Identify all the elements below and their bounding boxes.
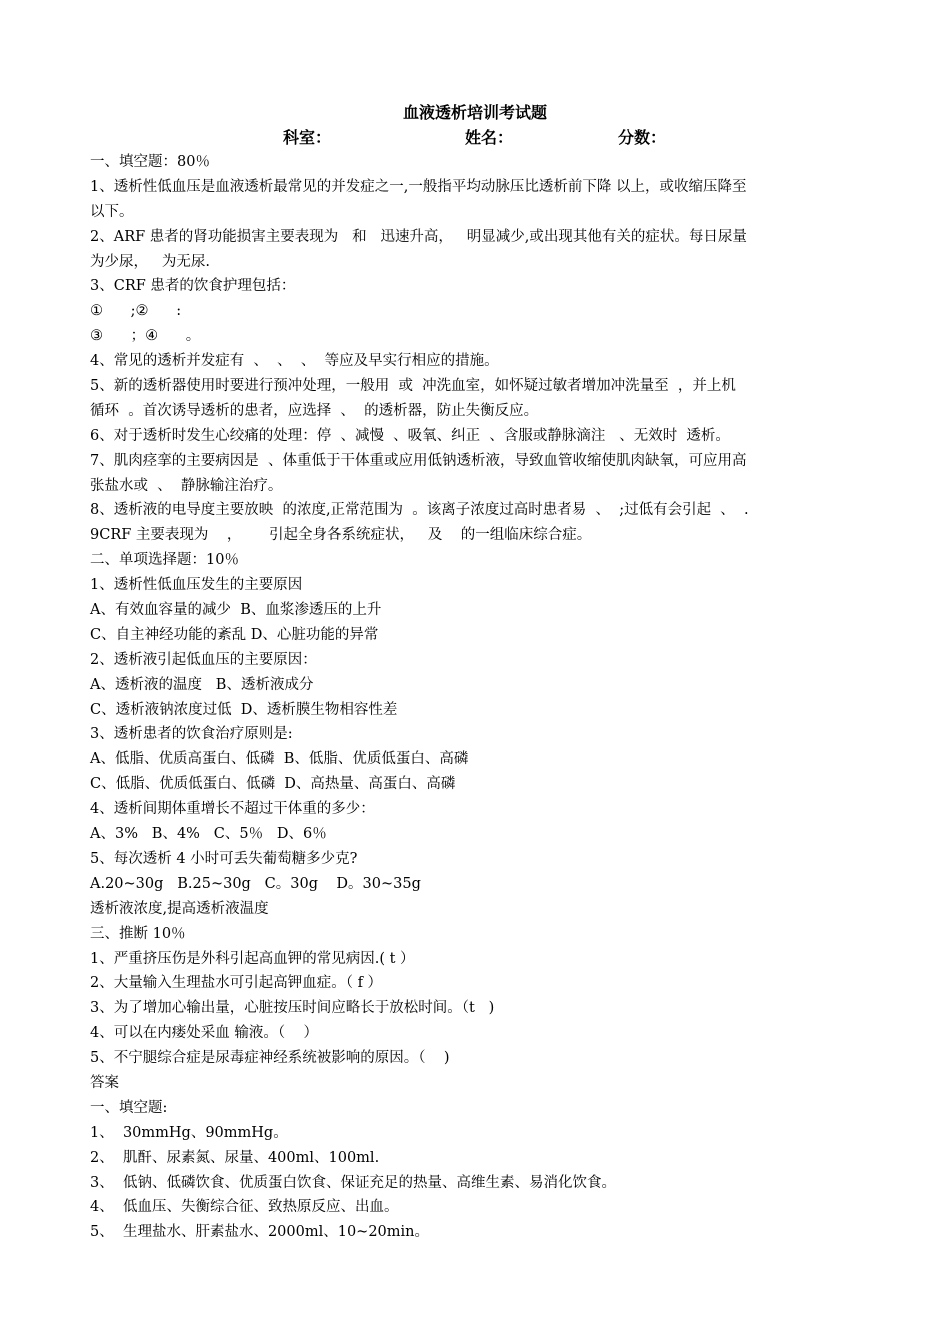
text-line: 透析液浓度,提高透析液温度 (90, 900, 269, 917)
text-line: 循环 。首次诱导透析的患者，应选择 、 的透析器，防止失衡反应。 (90, 402, 539, 419)
text-line: 答案 (90, 1074, 119, 1091)
text-line: 1、透析性低血压是血液透析最常见的并发症之一,一般指平均动脉压比透析前下降 以上，或收缩压降至 (90, 178, 747, 195)
text-line: 3、 低钠、低磷饮食、优质蛋白饮食、保证充足的热量、高维生素、易消化饮食。 (90, 1174, 616, 1191)
text-line: C、自主神经功能的紊乱 D、心脏功能的异常 (90, 626, 379, 643)
text-line: A.20~30g B.25~30g C。30g D。30~35g (90, 875, 421, 892)
text-line: A、3% B、4% C、5％ D、6％ (90, 826, 327, 843)
text-line: 3、为了增加心输出量，心脏按压时间应略长于放松时间。（t ) (90, 1000, 495, 1017)
header-fields (0, 126, 950, 150)
text-line: 2、ARF 患者的肾功能损害主要表现为 和 迅速升高， 明显减少,或出现其他有关的症状。每日尿量 (90, 228, 747, 245)
text-line: 2、 肌酐、尿素氮、尿量、400ml、100ml. (90, 1149, 380, 1166)
text-line: 一、填空题：80％ (90, 154, 210, 170)
text-line: 一、填空题: (90, 1099, 168, 1116)
text-line: 6、对于透析时发生心绞痛的处理：停 、减慢 、吸氧、纠正 、含服或静脉滴注 、无效时 透析。 (90, 427, 730, 444)
text-line: 1、透析性低血压发生的主要原因 (90, 577, 303, 594)
name-label: 姓名： (465, 128, 514, 147)
text-line: 4、透析间期体重增长不超过干体重的多少： (90, 801, 375, 818)
text-line: C、透析液钠浓度过低 D、透析膜生物相容性差 (90, 701, 398, 718)
text-line: C、低脂、优质低蛋白、低磷 D、高热量、高蛋白、高磷 (90, 776, 456, 793)
text-line: 4、可以在内瘘处采血 输液。（ ） (90, 1025, 319, 1042)
document-title: 血液透析培训考试题 (402, 103, 547, 122)
text-line: 3、透析患者的饮食治疗原则是: (90, 726, 293, 743)
text-line: 5、新的透析器使用时要进行预冲处理，一般用 或 冲洗血室，如怀疑过敏者增加冲洗量至 ，并上机 (90, 378, 736, 395)
text-line: 2、透析液引起低血压的主要原因： (90, 651, 317, 668)
text-line: 1、 30mmHg、90mmHg。 (90, 1124, 288, 1141)
text-line: 3、CRF 患者的饮食护理包括： (90, 278, 296, 295)
text-line: 5、 生理盐水、肝素盐水、2000ml、10~20min。 (90, 1224, 430, 1241)
text-line: 7、肌肉痉挛的主要病因是 、体重低于干体重或应用低钠透析液，导致血管收缩使肌肉缺氧，可应用高 (90, 452, 747, 469)
text-line: 4、 低血压、失衡综合征、致热原反应、出血。 (90, 1199, 399, 1216)
text-line: A、有效血容量的减少 B、血浆渗透压的上升 (90, 602, 382, 619)
text-line: 2、大量输入生理盐水可引起高钾血症。（ f ） (90, 975, 383, 992)
text-line: 三、推断 10％ (90, 925, 186, 942)
text-line: ③ ；④ 。 (90, 328, 201, 345)
text-line: ① ;② : (90, 303, 182, 320)
text-line: 9CRF 主要表现为 ， 引起全身各系统症状， 及 的一组临床综合症。 (90, 527, 592, 544)
department-label: 科室： (283, 128, 332, 147)
text-line: 4、常见的透析并发症有 、 、 、 等应及早实行相应的措施。 (90, 353, 499, 370)
text-line: A、低脂、优质高蛋白、低磷 B、低脂、优质低蛋白、高磷 (90, 751, 469, 768)
text-line: 二、单项选择题：10％ (90, 552, 239, 569)
text-line: 5、每次透析 4 小时可丢失葡萄糖多少克? (90, 850, 358, 867)
text-line: 1、严重挤压伤是外科引起高血钾的常见病因.( t ） (90, 950, 415, 967)
text-line: 5、不宁腿综合症是尿毒症神经系统被影响的原因。（ ) (90, 1050, 450, 1067)
text-line: 8、透析液的电导度主要放映 的浓度,正常范围为 。该离子浓度过高时患者易 、 ;过低有会引起 、 . (90, 502, 749, 519)
text-line: 张盐水或 、 静脉输注治疗。 (90, 477, 283, 494)
text-line: A、透析液的温度 B、透析液成分 (90, 676, 314, 693)
text-line: 为少尿， 为无尿. (90, 253, 210, 270)
text-line: 以下。 (90, 203, 134, 220)
document-body (90, 150, 862, 1245)
score-label: 分数： (618, 128, 667, 147)
